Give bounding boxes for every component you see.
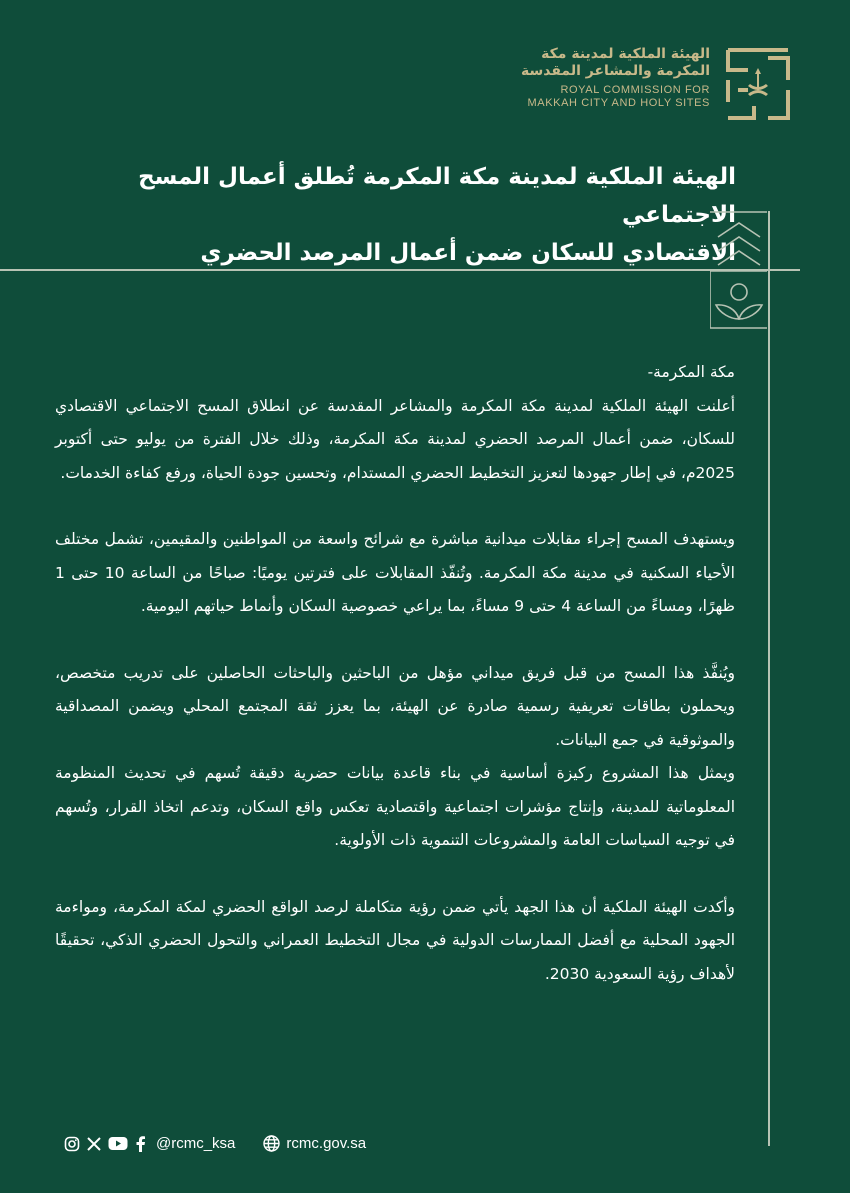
headline: [36, 158, 736, 272]
paragraph-5: وأكدت الهيئة الملكية أن هذا الجهد يأتي ضمن رؤية متكاملة لرصد الواقع الحضري لمكة المكرمة، ومواءمة الجهود المحلية مع أفضل الممارسات الدولية في مجال التخطيط العمراني والتحول الحضري الذكي، تحقيقًا لأهداف رؤية السعودية 2030.: [55, 897, 735, 983]
youtube-icon[interactable]: [108, 1136, 128, 1151]
paragraph-1: أعلنت الهيئة الملكية لمدينة مكة المكرمة والمشاعر المقدسة عن انطلاق المسح الاجتماعي الاقتصادي للسكان، ضمن أعمال المرصد الحضري لمدينة مكة المكرمة، وذلك خلال الفترة من يوليو حتى أكتوبر 2025م، في إطار جهودها لتعزيز التخطيط الحضري المستدام، وتحسين جودة الحياة، ورفع كفاءة الخدمات.: [55, 396, 735, 482]
divider-horizontal: [0, 269, 800, 271]
dateline: مكة المكرمة-: [647, 363, 735, 381]
instagram-icon[interactable]: [64, 1136, 80, 1152]
headline-line2: الاقتصادي للسكان ضمن أعمال المرصد الحضري: [200, 240, 736, 266]
x-twitter-icon[interactable]: [86, 1136, 102, 1152]
logo-block: [521, 46, 792, 122]
paragraph-2: ويستهدف المسح إجراء مقابلات ميدانية مباشرة مع شرائح واسعة من المواطنين والمقيمين، تشمل مختلف الأحياء السكنية في مدينة مكة المكرمة. وتُنفّذ المقابلات على فترتين يوميًا: صباحًا من الساعة 10 حتى 1 ظهرًا، ومساءً من الساعة 4 حتى 9 مساءً، بما يراعي خصوصية السكان وأنماط حياتهم اليومية.: [55, 530, 735, 615]
org-name: [521, 46, 710, 110]
globe-icon: [263, 1135, 280, 1152]
footer: [64, 1135, 366, 1152]
article-body: [55, 356, 735, 991]
org-name-en-line1: ROYAL COMMISSION FOR: [560, 84, 710, 96]
website-link[interactable]: rcmc.gov.sa: [286, 1135, 367, 1152]
org-name-ar-line2: المكرمة والمشاعر المقدسة: [521, 63, 710, 79]
decorative-chevrons-icon: [710, 211, 768, 329]
social-handle[interactable]: @rcmc_ksa: [156, 1135, 236, 1152]
commission-emblem-icon: [724, 46, 792, 122]
paragraph-4: ويمثل هذا المشروع ركيزة أساسية في بناء قاعدة بيانات حضرية دقيقة تُسهم في تحديث المنظومة المعلوماتية للمدينة، وإنتاج مؤشرات اجتماعية واقتصادية تعكس واقع السكان، وتدعم اتخاذ القرار، وتُسهم في توجيه السياسات العامة والمشروعات التنموية ذات الأولوية.: [55, 764, 735, 849]
org-name-en-line2: MAKKAH CITY AND HOLY SITES: [527, 97, 710, 109]
paragraph-3: ويُنفَّذ هذا المسح من قبل فريق ميداني مؤهل من الباحثين والباحثات الحاصلين على تدريب متخصص، ويحملون بطاقات تعريفية رسمية صادرة عن الهيئة، بما يعزز ثقة المجتمع المحلي ويضمن المصداقية والموثوقية في جمع البيانات.: [55, 663, 735, 749]
org-name-ar-line1: الهيئة الملكية لمدينة مكة: [541, 46, 710, 62]
facebook-icon[interactable]: [134, 1136, 146, 1152]
headline-line1: الهيئة الملكية لمدينة مكة المكرمة تُطلق أعمال المسح الاجتماعي: [138, 164, 736, 228]
divider-vertical: [768, 211, 770, 1146]
